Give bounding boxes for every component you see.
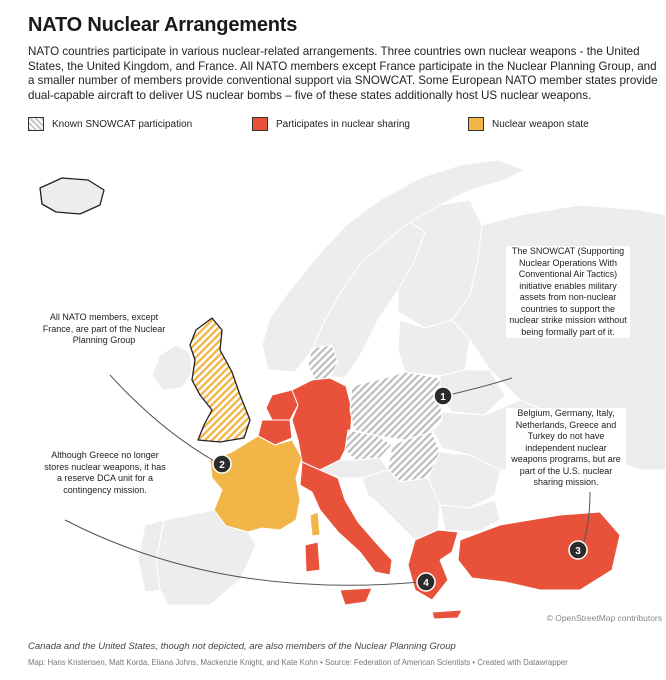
country-poland: [350, 372, 442, 440]
marker-3: [569, 541, 587, 559]
map-attribution: © OpenStreetMap contributors: [546, 613, 662, 623]
svg-text:3: 3: [575, 546, 581, 557]
chart-description: NATO countries participate in various nuclear-related arrangements. Three countries own nuclear weapons - the United States, the United Kingdom, and France. All NATO members except France participate in the Nuclear Planning Group, and a smaller number of members provide conventional support via SNOWCAT. Some European NATO member states provide dual-capable aircraft to deliver US nuclear bombs – five of these states additionally host US nuclear weapons.: [28, 45, 658, 102]
country-uk: [190, 318, 250, 442]
legend-item-snowcat: [28, 117, 192, 131]
legend-swatch-red: [252, 117, 268, 131]
callout-snowcat: The SNOWCAT (Supporting Nuclear Operations With Conventional Air Tactics) initiative enables military assets from non-nuclear countries to support the nuclear strike mission without being formally part of it.: [506, 246, 630, 338]
country-iceland: [40, 178, 104, 214]
country-ireland: [152, 345, 192, 390]
credits-line: Map: Hans Kristensen, Matt Korda, Eliana Johns, Mackenzie Knight, and Kate Kohn • Source: Federation of American Scientists • Created with Datawrapper: [28, 658, 568, 667]
legend-label: Participates in nuclear sharing: [276, 118, 410, 130]
callout-nuclear-sharing: Belgium, Germany, Italy, Netherlands, Greece and Turkey do not have independent nuclear weapons programs, but are part of the U.S. nuclear sharing mission.: [506, 408, 626, 489]
legend-item-nuclear-weapon-state: [468, 117, 589, 131]
country-france-corsica: [310, 512, 320, 536]
chart-title: NATO Nuclear Arrangements: [28, 14, 298, 36]
country-greece-crete: [432, 610, 462, 619]
svg-text:4: 4: [423, 578, 429, 589]
svg-text:1: 1: [440, 392, 446, 403]
map-legend: [28, 117, 648, 133]
footnote: Canada and the United States, though not depicted, are also members of the Nuclear Planning Group: [28, 641, 456, 652]
legend-swatch-yellow: [468, 117, 484, 131]
marker-4: [417, 573, 435, 591]
callout-nuclear-planning-group: All NATO members, except France, are part of the Nuclear Planning Group: [40, 312, 168, 347]
country-netherlands: [266, 390, 298, 420]
legend-label: Known SNOWCAT participation: [52, 118, 193, 130]
legend-swatch-hatched: [28, 117, 44, 131]
country-italy-sicily: [340, 588, 372, 605]
country-baltics: [398, 320, 470, 376]
europe-map: [0, 150, 666, 630]
country-italy-sardinia: [305, 542, 320, 572]
marker-2: [213, 455, 231, 473]
country-france: [210, 436, 302, 532]
legend-item-nuclear-sharing: [252, 117, 410, 131]
marker-1: [434, 387, 452, 405]
svg-text:2: 2: [219, 460, 225, 471]
callout-greece-dca: Although Greece no longer stores nuclear weapons, it has a reserve DCA unit for a contingency mission.: [42, 450, 168, 496]
legend-label: Nuclear weapon state: [492, 118, 589, 130]
country-greece: [408, 530, 458, 600]
country-germany: [292, 378, 352, 470]
